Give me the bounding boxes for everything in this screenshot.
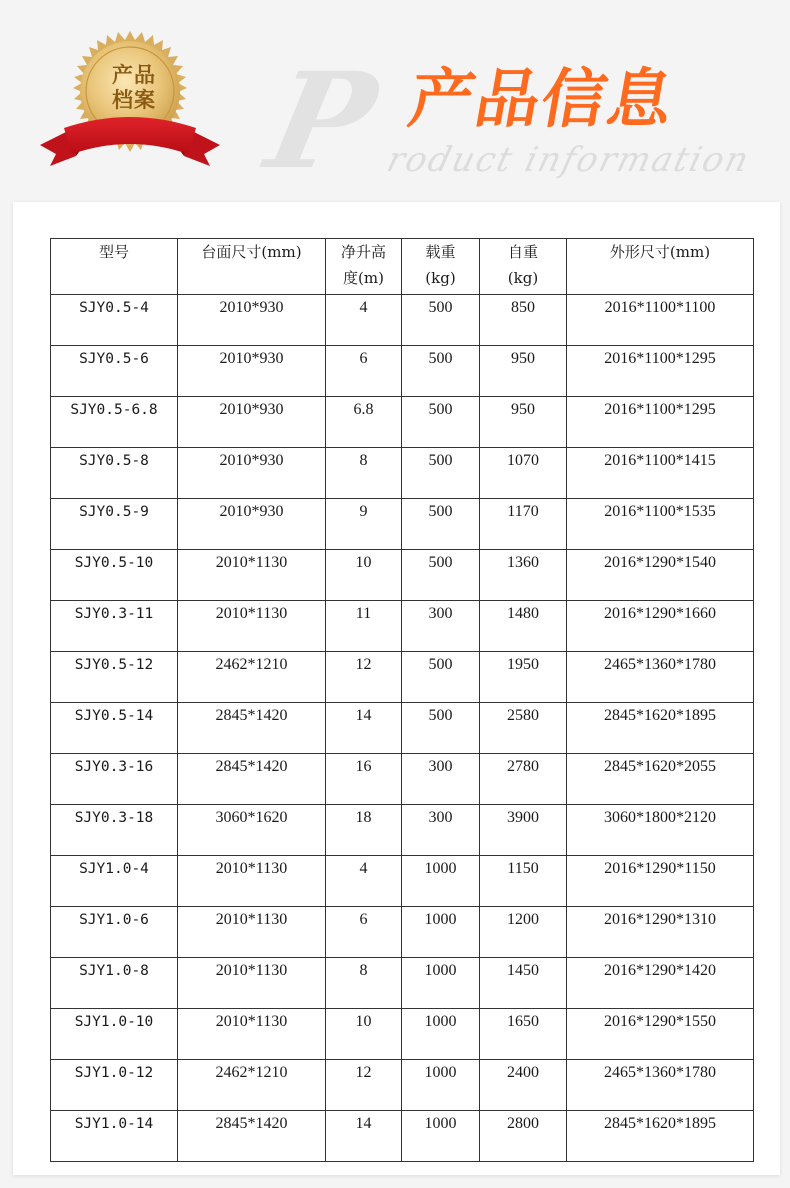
cell-self-weight: 1480 [480, 601, 567, 652]
cell-model: SJY1.0-4 [51, 856, 178, 907]
column-header-overall-dimensions [567, 239, 754, 295]
cell-platform-size: 2010*1130 [178, 907, 326, 958]
cell-load-capacity: 500 [402, 652, 480, 703]
cell-platform-size: 2010*1130 [178, 856, 326, 907]
cell-platform-size: 2010*1130 [178, 601, 326, 652]
table-row [51, 754, 754, 805]
cell-load-capacity: 1000 [402, 907, 480, 958]
cell-overall-dimensions: 3060*1800*2120 [567, 805, 754, 856]
cell-model: SJY0.3-18 [51, 805, 178, 856]
spec-table [50, 238, 754, 1162]
cell-model: SJY0.3-16 [51, 754, 178, 805]
cell-overall-dimensions: 2016*1290*1150 [567, 856, 754, 907]
table-row [51, 550, 754, 601]
cell-net-lift-height: 12 [326, 1060, 402, 1111]
column-header-label: 台面尺寸(mm) [201, 243, 302, 261]
cell-self-weight: 950 [480, 397, 567, 448]
cell-net-lift-height: 14 [326, 1111, 402, 1162]
badge-text: 产品 档案 [112, 63, 156, 112]
column-header-label: 型号 [98, 243, 129, 261]
cell-model: SJY1.0-14 [51, 1111, 178, 1162]
cell-platform-size: 2845*1420 [178, 754, 326, 805]
cell-net-lift-height: 6.8 [326, 397, 402, 448]
cell-load-capacity: 500 [402, 499, 480, 550]
cell-overall-dimensions: 2016*1100*1535 [567, 499, 754, 550]
cell-platform-size: 2010*930 [178, 499, 326, 550]
cell-model: SJY1.0-8 [51, 958, 178, 1009]
page-subtitle: roduct information [383, 140, 755, 180]
cell-net-lift-height: 8 [326, 958, 402, 1009]
cell-overall-dimensions: 2845*1620*2055 [567, 754, 754, 805]
cell-self-weight: 1200 [480, 907, 567, 958]
cell-platform-size: 2845*1420 [178, 1111, 326, 1162]
cell-overall-dimensions: 2016*1100*1295 [567, 397, 754, 448]
cell-self-weight: 2400 [480, 1060, 567, 1111]
cell-self-weight: 950 [480, 346, 567, 397]
cell-load-capacity: 300 [402, 601, 480, 652]
column-header-label: 载重 [425, 243, 456, 261]
column-header-model [51, 239, 178, 295]
table-row [51, 652, 754, 703]
column-header-label: 外形尺寸(mm) [609, 243, 711, 261]
table-row [51, 907, 754, 958]
cell-platform-size: 2010*1130 [178, 958, 326, 1009]
table-row [51, 703, 754, 754]
cell-model: SJY0.5-6.8 [51, 397, 178, 448]
cell-load-capacity: 1000 [402, 1111, 480, 1162]
cell-overall-dimensions: 2016*1290*1660 [567, 601, 754, 652]
table-row [51, 856, 754, 907]
cell-net-lift-height: 14 [326, 703, 402, 754]
cell-platform-size: 2010*930 [178, 448, 326, 499]
column-header-self-weight [480, 239, 567, 295]
table-row [51, 499, 754, 550]
cell-model: SJY0.5-6 [51, 346, 178, 397]
cell-overall-dimensions: 2016*1290*1310 [567, 907, 754, 958]
cell-overall-dimensions: 2016*1290*1550 [567, 1009, 754, 1060]
cell-overall-dimensions: 2465*1360*1780 [567, 652, 754, 703]
cell-model: SJY1.0-12 [51, 1060, 178, 1111]
cell-load-capacity: 300 [402, 754, 480, 805]
cell-platform-size: 2845*1420 [178, 703, 326, 754]
cell-platform-size: 2462*1210 [178, 652, 326, 703]
cell-net-lift-height: 6 [326, 346, 402, 397]
cell-load-capacity: 1000 [402, 1060, 480, 1111]
cell-net-lift-height: 11 [326, 601, 402, 652]
cell-model: SJY1.0-6 [51, 907, 178, 958]
table-row [51, 295, 754, 346]
cell-overall-dimensions: 2465*1360*1780 [567, 1060, 754, 1111]
table-row [51, 448, 754, 499]
cell-model: SJY0.5-10 [51, 550, 178, 601]
cell-model: SJY0.5-14 [51, 703, 178, 754]
product-archive-badge [36, 28, 224, 174]
column-header-load-capacity [402, 239, 480, 295]
cell-platform-size: 2010*930 [178, 397, 326, 448]
cell-load-capacity: 500 [402, 448, 480, 499]
cell-model: SJY0.5-9 [51, 499, 178, 550]
cell-net-lift-height: 16 [326, 754, 402, 805]
cell-net-lift-height: 4 [326, 856, 402, 907]
cell-self-weight: 2580 [480, 703, 567, 754]
watermark-letter: P [255, 44, 388, 199]
cell-model: SJY1.0-10 [51, 1009, 178, 1060]
column-header-unit: (kg) [425, 269, 456, 287]
cell-self-weight: 1150 [480, 856, 567, 907]
cell-overall-dimensions: 2845*1620*1895 [567, 703, 754, 754]
cell-net-lift-height: 10 [326, 550, 402, 601]
cell-overall-dimensions: 2016*1100*1415 [567, 448, 754, 499]
table-row [51, 397, 754, 448]
page-title: 产品信息 [403, 63, 681, 137]
cell-self-weight: 1950 [480, 652, 567, 703]
table-row [51, 1111, 754, 1162]
cell-net-lift-height: 9 [326, 499, 402, 550]
cell-overall-dimensions: 2845*1620*1895 [567, 1111, 754, 1162]
cell-overall-dimensions: 2016*1100*1100 [567, 295, 754, 346]
cell-platform-size: 3060*1620 [178, 805, 326, 856]
cell-model: SJY0.3-11 [51, 601, 178, 652]
cell-model: SJY0.5-12 [51, 652, 178, 703]
cell-model: SJY0.5-8 [51, 448, 178, 499]
spec-card [13, 202, 780, 1175]
cell-self-weight: 3900 [480, 805, 567, 856]
cell-model: SJY0.5-4 [51, 295, 178, 346]
table-row [51, 1060, 754, 1111]
cell-load-capacity: 1000 [402, 1009, 480, 1060]
cell-self-weight: 1650 [480, 1009, 567, 1060]
cell-overall-dimensions: 2016*1290*1540 [567, 550, 754, 601]
cell-net-lift-height: 6 [326, 907, 402, 958]
column-header-label: 净升高 [340, 243, 386, 261]
cell-load-capacity: 500 [402, 703, 480, 754]
cell-self-weight: 2800 [480, 1111, 567, 1162]
cell-platform-size: 2010*1130 [178, 550, 326, 601]
cell-platform-size: 2010*930 [178, 295, 326, 346]
cell-load-capacity: 500 [402, 397, 480, 448]
column-header-unit: 度(m) [343, 269, 384, 287]
cell-net-lift-height: 4 [326, 295, 402, 346]
cell-load-capacity: 500 [402, 295, 480, 346]
cell-net-lift-height: 8 [326, 448, 402, 499]
column-header-unit: (kg) [507, 269, 539, 287]
cell-net-lift-height: 12 [326, 652, 402, 703]
cell-self-weight: 1070 [480, 448, 567, 499]
cell-self-weight: 850 [480, 295, 567, 346]
column-header-label: 自重 [507, 243, 538, 261]
cell-overall-dimensions: 2016*1290*1420 [567, 958, 754, 1009]
cell-overall-dimensions: 2016*1100*1295 [567, 346, 754, 397]
cell-net-lift-height: 18 [326, 805, 402, 856]
cell-self-weight: 2780 [480, 754, 567, 805]
cell-self-weight: 1360 [480, 550, 567, 601]
cell-self-weight: 1170 [480, 499, 567, 550]
table-row [51, 346, 754, 397]
cell-platform-size: 2010*930 [178, 346, 326, 397]
cell-load-capacity: 1000 [402, 856, 480, 907]
cell-load-capacity: 500 [402, 346, 480, 397]
table-body [51, 295, 754, 1162]
cell-platform-size: 2010*1130 [178, 1009, 326, 1060]
table-row [51, 805, 754, 856]
cell-net-lift-height: 10 [326, 1009, 402, 1060]
table-row [51, 601, 754, 652]
table-row [51, 958, 754, 1009]
table-header-row [51, 239, 754, 295]
cell-load-capacity: 300 [402, 805, 480, 856]
cell-platform-size: 2462*1210 [178, 1060, 326, 1111]
cell-load-capacity: 1000 [402, 958, 480, 1009]
cell-load-capacity: 500 [402, 550, 480, 601]
cell-self-weight: 1450 [480, 958, 567, 1009]
column-header-platform-size [178, 239, 326, 295]
header-banner [0, 0, 790, 200]
table-row [51, 1009, 754, 1060]
column-header-net-lift-height [326, 239, 402, 295]
